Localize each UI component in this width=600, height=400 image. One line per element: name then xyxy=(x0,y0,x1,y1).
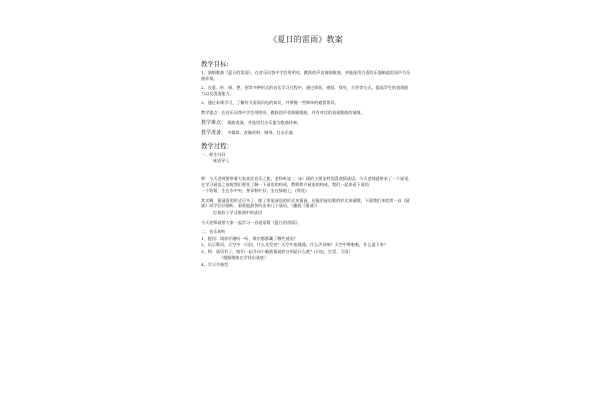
page-title: 《夏日的雷雨》教案 xyxy=(269,35,343,44)
step2-item: （根据歌曲在学找出谜底） xyxy=(219,255,269,261)
difficulty-heading: 教学难点： xyxy=(201,119,227,126)
step1-paragraph: 今天老师就带大家一起学习一首谜语歌《夏日的雷雨》。 xyxy=(201,219,302,225)
step1-paragraph: 师：今天老师要带着大家来次音乐之旅，老师听说二（4）班的小朋友特别喜欢猜谜语，今天老师就带来了一个谜语,在学习谜语之前呢我们要先了解一下谜语的构成，教师简介谜语的构成，我们一起来看下谜语： xyxy=(201,175,410,187)
step2-item: 1、提问：请你仔细听一听，歌中都都藏了哪些谜语？ xyxy=(201,235,298,241)
prep-line xyxy=(201,130,411,137)
step1-heading: 一、师生问好 xyxy=(201,151,226,157)
difficulty-line xyxy=(201,120,411,127)
riddle-line: 一个姑娘，生在水中央，身穿粉红衫，坐在绿船上，(荷花) xyxy=(201,188,307,194)
difficulty-text: 歌曲表演，并选用打击乐器为歌曲伴奏。 xyxy=(227,119,302,125)
goal-item: 1、演唱歌曲《夏日的雷雨》，在音乐问答中学会用明亮、跳跃的声音演唱歌曲，并能选用合适的乐器制造雷雨声为乐曲伴奏。 xyxy=(201,70,411,81)
prep-heading: 教学准备： xyxy=(201,130,227,137)
step1-paragraph: 打着拍子学习歌曲中的谜语 xyxy=(213,209,263,215)
step1-subheading: 谜语导入 xyxy=(213,158,230,164)
keypoint-text: 教学重点：在音乐问答中学会用明亮、跳跃的声音演唱歌曲，并有对比的表现歌曲的情绪。 xyxy=(201,109,365,115)
step2-item: 2、出示歌词，天空中一闪问，什么光发亮？天空中轰隆隆，什么声音响？天空中哗啦啦，什么落下来？ xyxy=(201,242,388,248)
step2-item: 4、学习节奏型： xyxy=(201,262,233,268)
spacer xyxy=(201,168,411,176)
step2-item: 3、师：谜语有了，咱们一起开动小脑筋猜谜底分别是什么吧？(闪电、打雷、大雨） xyxy=(201,248,353,254)
step1-paragraph: 其实啊，猜谜语的形式可多了，除了用说谜语的形式来猜谜，还能用谜语歌的形式来猜哦，下面我们来欣赏一首《猜谜》同学们仔细听，看谁能最快听出来几个谜语。（播放《猜谜》） xyxy=(201,197,410,209)
goals-heading: 教学目标: xyxy=(201,60,229,68)
step2-heading: 二、音乐初听 xyxy=(201,229,226,235)
goal-item: 3、通过本课学习，了解有关雷雨问电的知识，并掌握一些简单的避雷常识。 xyxy=(201,100,339,106)
goal-item: 2、在看、听、唱、想、创等多种形式的音乐学习过程中，通过体验、感悟、探究、合作等方式，提高学生的表现能力以及创造能力。 xyxy=(201,85,409,96)
prep-text: 多媒体、音像资料、钢琴、打击乐器 xyxy=(227,130,293,136)
process-heading: 教学过程： xyxy=(201,141,233,150)
lesson-plan xyxy=(201,34,411,269)
